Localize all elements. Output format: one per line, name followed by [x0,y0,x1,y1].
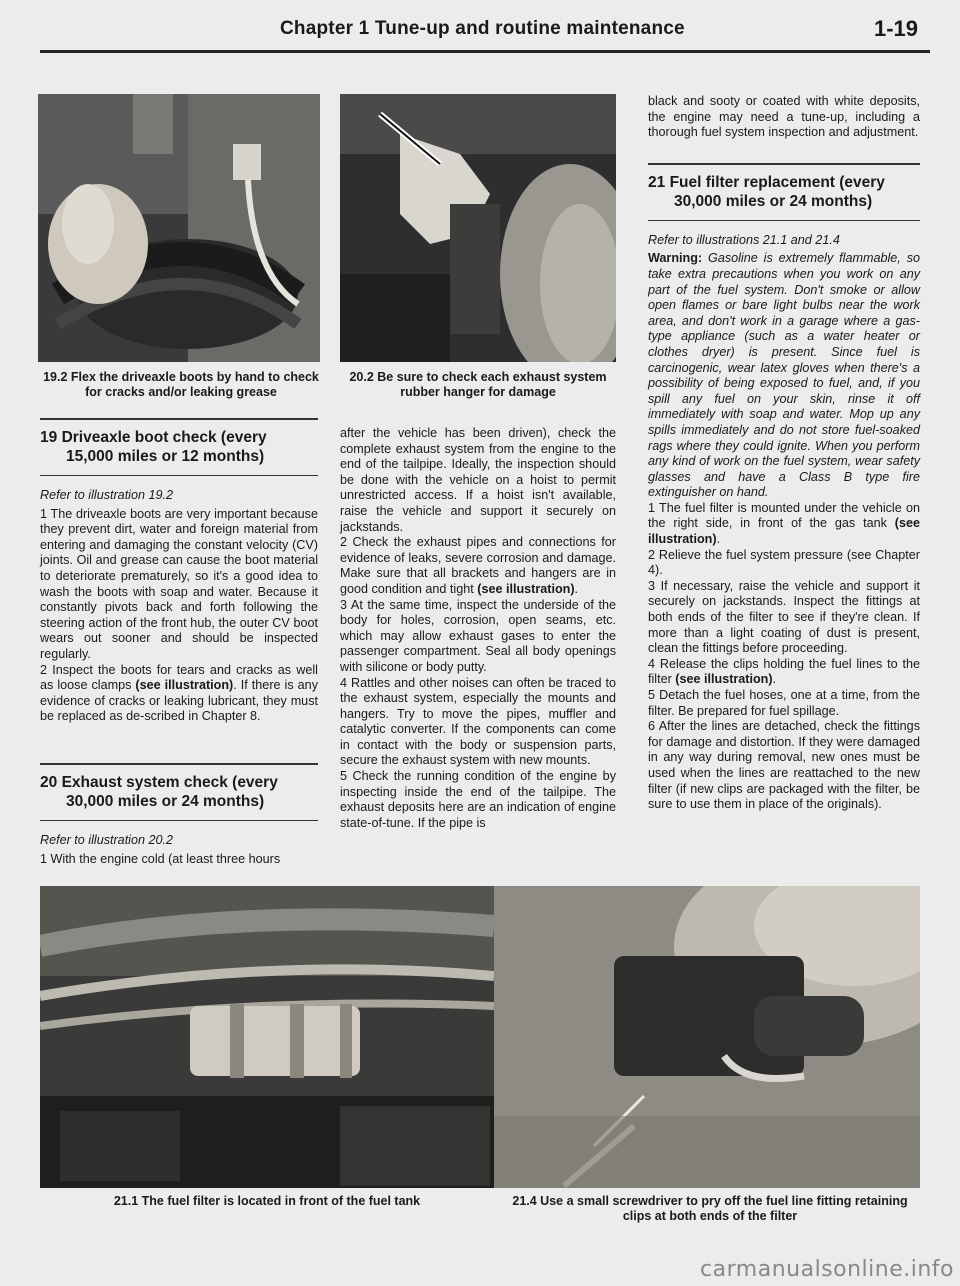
section-21-title-line1: Fuel filter replacement (every [669,173,885,191]
photo-driveaxle-boot [38,94,320,362]
section-21-ref: Refer to illustrations 21.1 and 21.4 [648,232,840,247]
photo-fuel-filter-location [40,886,494,1188]
section-21-warning [648,251,920,501]
heading-section-19 [40,418,318,476]
section-19-number: 19 [40,429,58,446]
column-left [40,418,318,867]
heading-section-21 [648,163,920,221]
page-header [40,14,930,50]
section-19-ref: Refer to illustration 19.2 [40,488,174,502]
section-21-para-2: 2 Relieve the fuel system pressure (see Chapter 4). [648,547,920,578]
warning-text: Gasoline is extremely flammable, so take extra precautions when you work on any part of the fuel system. Don't smoke or allow open flames or bare light bulbs near the work area, and don't work in a garage where a gas-type appliance (such as a water heater or clothes dryer) is present. Since fuel is carcinogenic, wear latex gloves when there's a possibility of being exposed to fuel, and, if you spill any fuel on your skin, rinse it off immediately with soap and water. Mop up any spills immediately and do not store fuel-soaked rags where they could ignite. When you perform any kind of work on the fuel system, wear safety glasses and have a Class B type fire extinguisher on hand. [648,251,920,500]
see-illustration-link: (see illustration) [675,672,773,687]
section-19-para-1: 1 The driveaxle boots are very important because they prevent dirt, water and foreign material from entering and damaging the constant velocity (CV) joints. Oil and grease can cause the boot material to deteriorate prematurely, so it's a good idea to wash the boots with soap and water. Because it constantly pivots back and forth following the steering action of the front hub, the outer CV boot wears out sooner and should be inspected regularly. [40,506,318,661]
section-20-para-2-end: . [574,581,579,596]
photo-exhaust-hanger [340,94,616,362]
section-21-para-1-end: . [716,532,721,547]
section-20-para-5: 5 Check the running condition of the engine by inspecting inside the end of the tailpipe. The exhaust deposits here are an indication of engine state-of-tune. If the pipe is [340,769,616,830]
caption-21-1: 21.1 The fuel filter is located in front of the fuel tank [113,1194,421,1208]
section-20-title-line1: Exhaust system check (every [61,773,278,791]
chapter-title: Chapter 1 Tune-up and routine maintenance [280,18,685,39]
header-rule [40,50,930,53]
section-20-para-2-text: 2 Check the exhaust pipes and connections for evidence of leaks, severe corrosion and damage. Make sure that all brackets and hangers are in good condition and tight [340,535,616,596]
section-21-para-4-end: . [772,672,777,687]
section-20-ref: Refer to illustration 20.2 [40,832,174,847]
section-21-number: 21 [648,173,666,191]
section-21-para-1-text: 1 The fuel filter is mounted under the vehicle on the right side, in front of the gas tank [648,500,920,531]
section-20-para-1-cont: after the vehicle has been driven), check the complete exhaust system from the engine to the end of the tailpipe. Ideally, the inspection should be done with the vehicle on a hoist to permit unrestricted access. If a hoist isn't available, raise the vehicle and support it securely on jackstands. [340,426,616,534]
see-illustration-link: (see illustration) [477,581,575,596]
section-20-para-4: 4 Rattles and other noises can often be traced to the exhaust system, especially the mounts and hangers. Try to move the pipes, muffler and catalytic converter. If the components can come in contact with the body or suspension parts, secure the exhaust system with new mounts. [340,675,616,768]
watermark: carmanualsonline.info [700,1257,954,1282]
photo-fuel-line-clips [494,886,920,1188]
see-illustration-link: (see illustration) [135,678,234,693]
column-middle [340,426,616,831]
fuel-line-clips-image [494,886,920,1188]
caption-19-2: 19.2 Flex the driveaxle boots by hand to check for cracks and/or leaking grease [43,370,319,399]
exhaust-hanger-image [340,94,616,362]
driveaxle-boot-image [38,94,320,362]
page-number: 1-19 [873,16,918,41]
section-19-para-2 [40,663,318,725]
section-21-para-6: 6 After the lines are detached, check the fittings for damage and distortion. If they were damaged in any way during removal, new ones must be used when the lines are reattached to the new filter (if new clips are packaged with the filter, be sure to use them in place of the originals). [648,719,920,812]
section-21-para-5: 5 Detach the fuel hoses, one at a time, from the filter. Be prepared for fuel spillage. [648,688,920,718]
section-20-para-1-start: 1 With the engine cold (at least three hours [40,851,281,866]
warning-label: Warning: [648,251,703,266]
column-right [648,94,920,813]
caption-21-4: 21.4 Use a small screwdriver to pry off the fuel line fitting retaining clips at both ends of the filter [512,1194,908,1223]
section-21-para-3: 3 If necessary, raise the vehicle and support it securely on jackstands. Inspect the fittings at both ends of the filter to see if they're clean. If more than a light coating of dust is present, clean the fittings before proceeding. [648,578,920,656]
section-20-para-5-cont: black and sooty or coated with white deposits, the engine may need a tune-up, including a thorough fuel system inspection and adjustment. [648,94,920,140]
section-21-para-1 [648,501,920,548]
heading-section-20 [40,763,318,821]
section-19-para-2-text: 2 Inspect the boots for tears and cracks as well as loose clamps [40,662,318,693]
section-20-para-3: 3 At the same time, inspect the underside of the body for holes, corrosion, open seams, etc. which may allow exhaust gases to enter the passenger compartment. Seal all body openings with silicone or body putty. [340,597,616,674]
section-19-title-line2: 15,000 miles or 12 months) [66,448,265,465]
section-19-para-2-end: . If there is any evidence of cracks or leaking lubricant, they must be replaced as de-scribed in Chapter 8. [40,678,318,724]
section-20-number: 20 [40,773,58,791]
section-21-para-4-text: 4 Release the clips holding the fuel lines to the filter [648,656,920,687]
section-20-title-line2: 30,000 miles or 24 months) [66,792,265,810]
caption-20-2: 20.2 Be sure to check each exhaust system rubber hanger for damage [349,370,607,399]
section-20-para-2 [340,535,616,597]
fuel-filter-location-image [40,886,494,1188]
see-illustration-link: (see illustration) [648,516,920,547]
section-19-title-line1: Driveaxle boot check (every [61,429,267,446]
section-21-title-line2: 30,000 miles or 24 months) [674,192,873,210]
section-21-para-4 [648,657,920,688]
